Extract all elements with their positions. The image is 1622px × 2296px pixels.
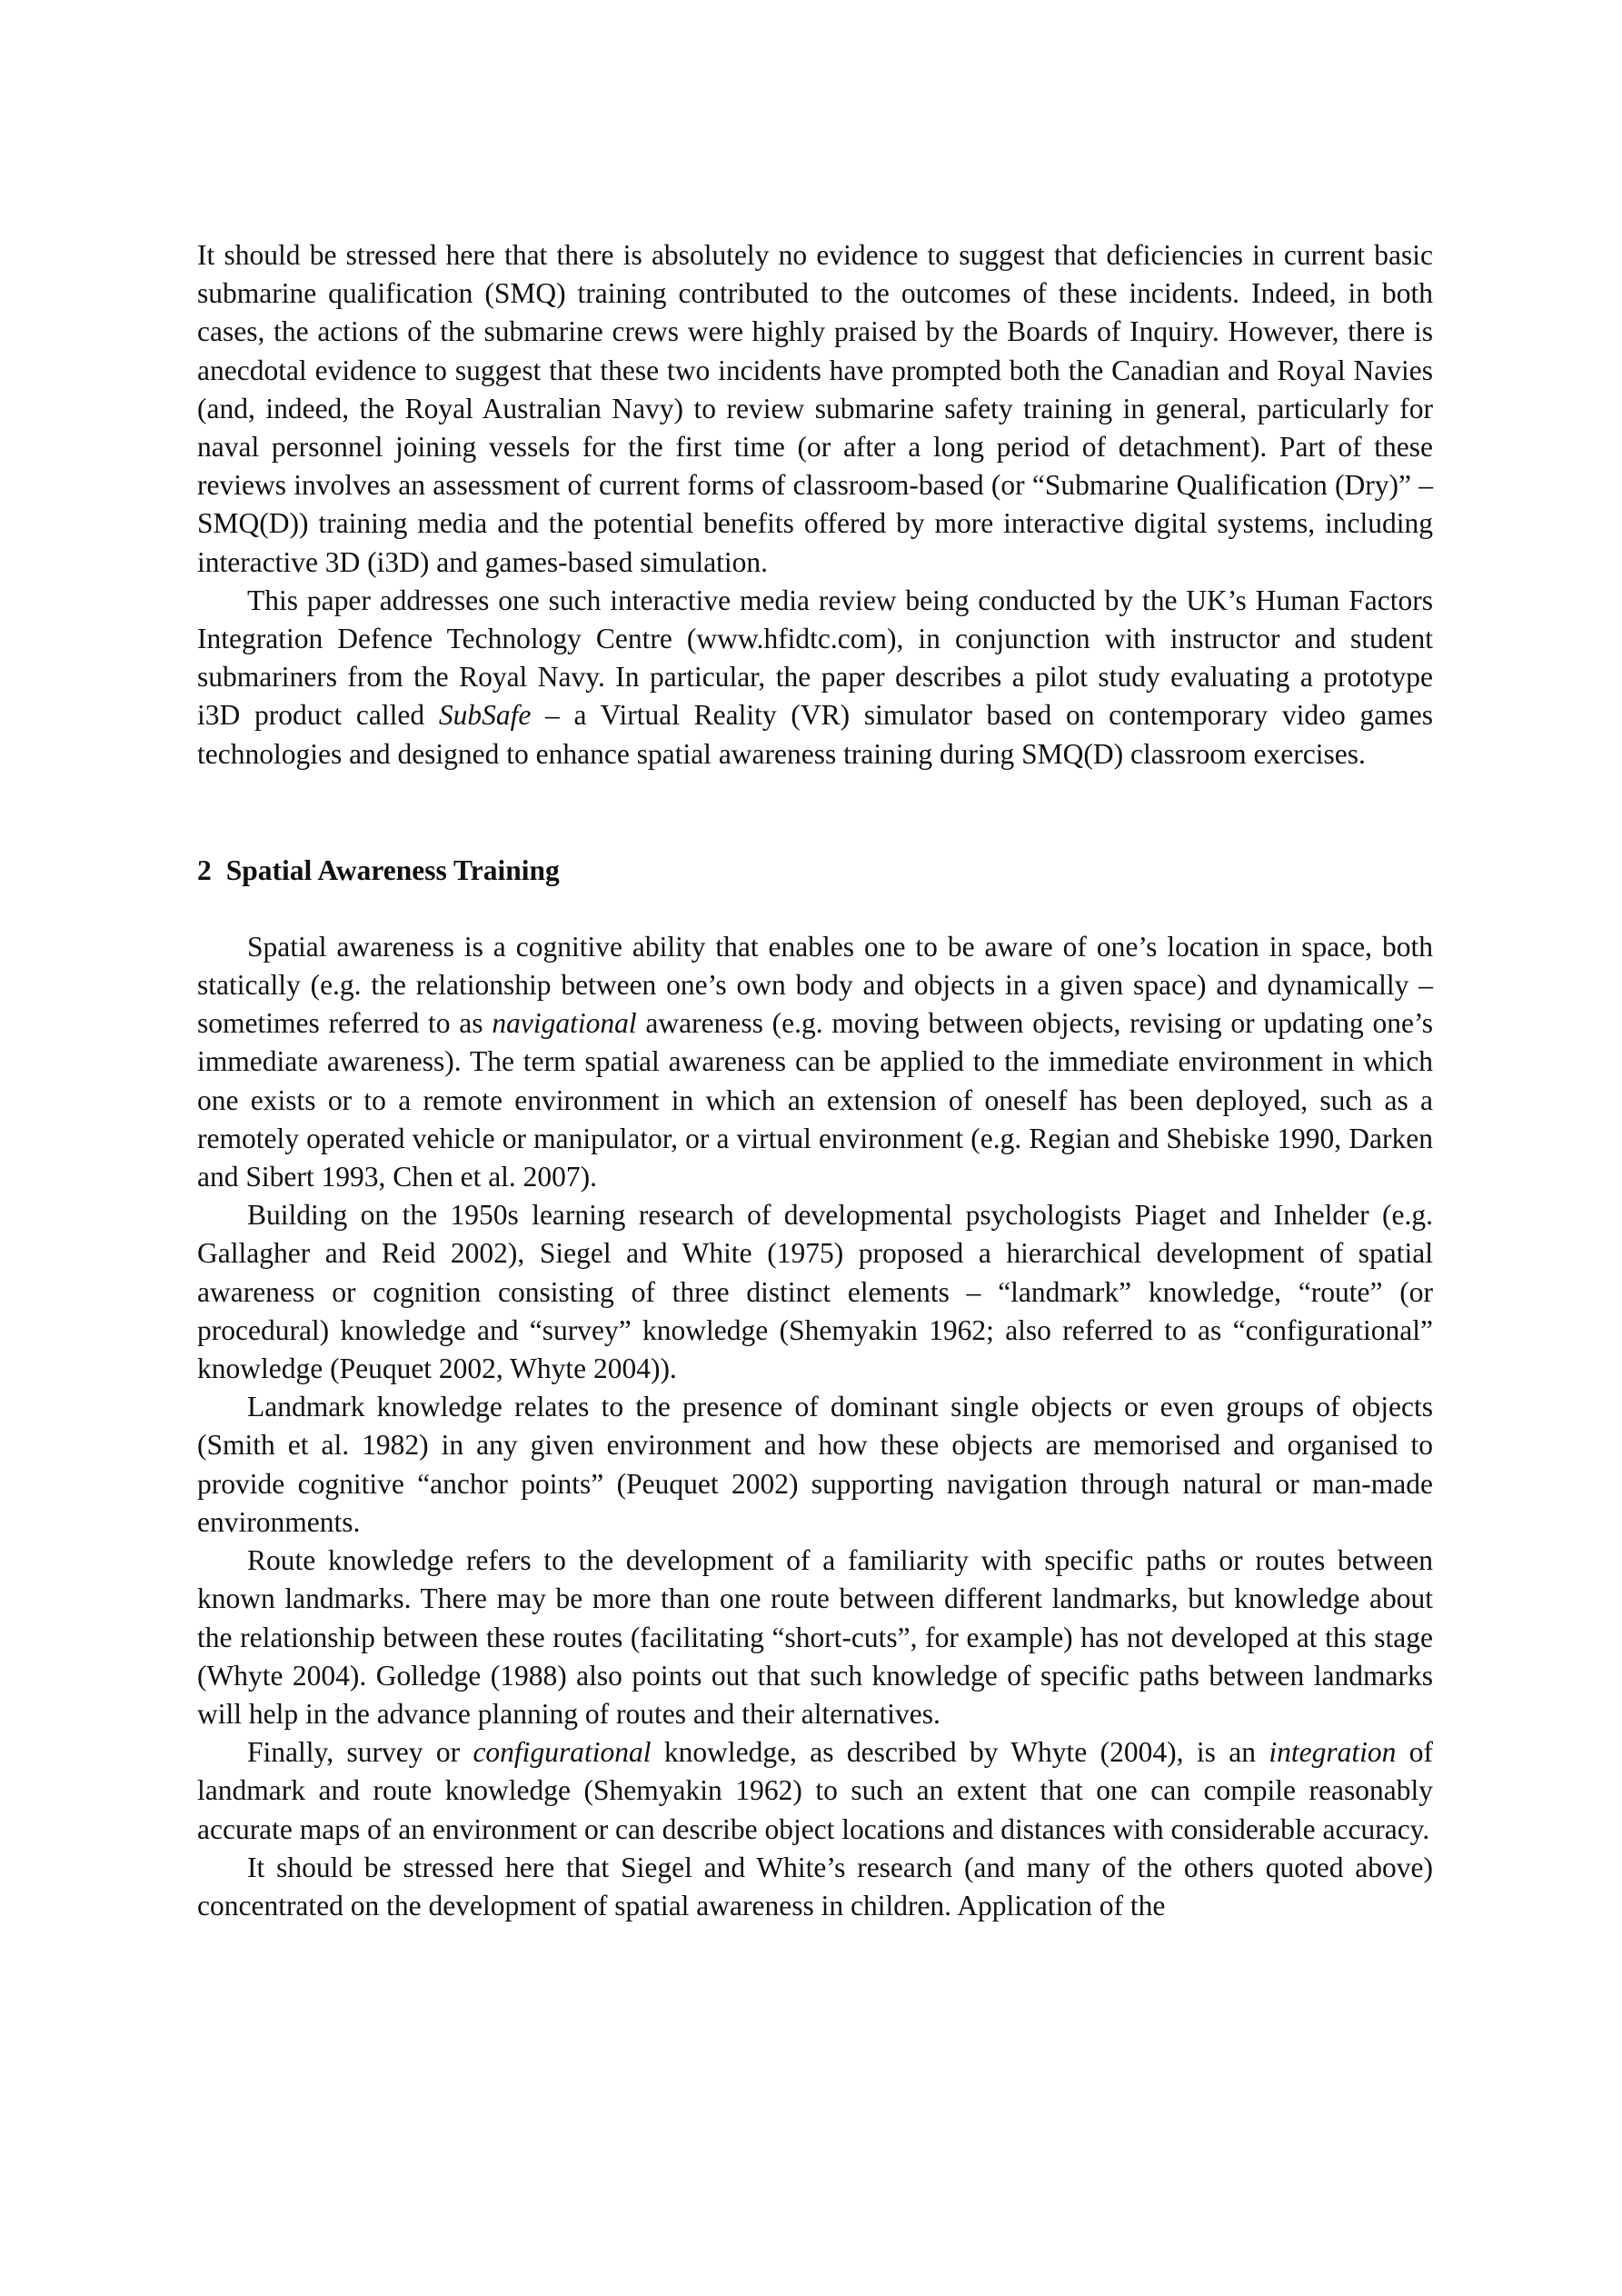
paragraph-survey-knowledge-text-a: Finally, survey or [247,1736,473,1769]
product-name-subsafe: SubSafe [438,699,532,732]
paragraph-spatial-awareness [197,928,1433,1196]
paragraph-intro-2-text-b: – a Virtual Reality (VR) simulator based on contemporary video games technologies and designed to enhance spatial awareness training during SMQ(D) classroom exercises. [197,699,1433,770]
page-body [197,236,1433,1925]
paragraph-intro-1: It should be stressed here that there is absolutely no evidence to suggest that deficiencies in current basic submarine qualification (SMQ) training contributed to the outcomes of these incidents. Indeed, in both cases, the actions of the submarine crews were highly praised by the Boards of Inquiry. However, there is anecdotal evidence to suggest that these two incidents have prompted both the Canadian and Royal Navies (and, indeed, the Royal Australian Navy) to review submarine safety training in general, particularly for naval personnel joining vessels for the first time (or after a long period of detachment). Part of these reviews involves an assessment of current forms of classroom-based (or “Submarine Qualification (Dry)” – SMQ(D)) training media and the potential benefits offered by more interactive digital systems, including interactive 3D (i3D) and games-based simulation. [197,239,1433,578]
paragraph-spatial-awareness-text-b: awareness (e.g. moving between objects, revising or updating one’s immediate awareness). The term spatial awareness can be applied to the immediate environment in which one exists or to a remote environment in which an extension of oneself has been deployed, such as a remotely operated vehicle or manipulator, or a virtual environment (e.g. Regian and Shebiske 1990, Darken and Sibert 1993, Chen et al. 2007). [197,1007,1433,1193]
section-heading [197,852,1433,890]
paragraph-landmark-knowledge: Landmark knowledge relates to the presence of dominant single objects or even groups of objects (Smith et al. 1982) in any given environment and how these objects are memorised and organised to provide cognitive “anchor points” (Peuquet 2002) supporting navigation through natural or man-made environments. [197,1391,1433,1538]
paragraph-children-research: It should be stressed here that Siegel and White’s research (and many of the others quoted above) concentrated on the development of spatial awareness in children. Application of the [197,1851,1433,1922]
paragraph-spatial-awareness-text-a: Spatial awareness is a cognitive ability that enables one to be aware of one’s location in space, both statically (e.g. the relationship between one’s own body and objects in a given space) and dynamically – sometimes referred to as [197,930,1433,1040]
paragraph-survey-knowledge [197,1733,1433,1849]
paragraph-route-knowledge: Route knowledge refers to the development of a familiarity with specific paths or routes between known landmarks. There may be more than one route between different landmarks, but knowledge about the relationship between these routes (facilitating “short-cuts”, for example) has not developed at this stage (Whyte 2004). Golledge (1988) also points out that such knowledge of specific paths between landmarks will help in the advance planning of routes and their alternatives. [197,1544,1433,1730]
term-integration: integration [1269,1736,1397,1769]
paragraph-hierarchical-development: Building on the 1950s learning research of developmental psychologists Piaget and Inhelder (e.g. Gallagher and Reid 2002), Siegel and White (1975) proposed a hierarchical development of spatial awareness or cognition consisting of three distinct elements – “landmark” knowledge, “route” (or procedural) knowledge and “survey” knowledge (Shemyakin 1962; also referred to as “configurational” knowledge (Peuquet 2002, Whyte 2004)). [197,1199,1433,1385]
section-number: 2 [197,854,212,886]
term-navigational: navigational [492,1007,637,1040]
term-configurational: configurational [473,1736,652,1769]
section-title: Spatial Awareness Training [225,854,560,886]
paragraph-intro-2 [197,582,1433,774]
paragraph-survey-knowledge-text-c: of landmark and route knowledge (Shemyakin 1962) to such an extent that one can compile reasonably accurate maps of an environment or can describe object locations and distances with considerable accuracy. [197,1736,1433,1845]
paragraph-survey-knowledge-text-b: knowledge, as described by Whyte (2004), is an [651,1736,1269,1769]
paragraph-intro-2-text-a: This paper addresses one such interactive media review being conducted by the UK’s Human Factors Integration Defence Technology Centre (www.hfidtc.com), in conjunction with instructor and student submariners from the Royal Navy. In particular, the paper describes a pilot study evaluating a prototype i3D product called [197,584,1433,732]
